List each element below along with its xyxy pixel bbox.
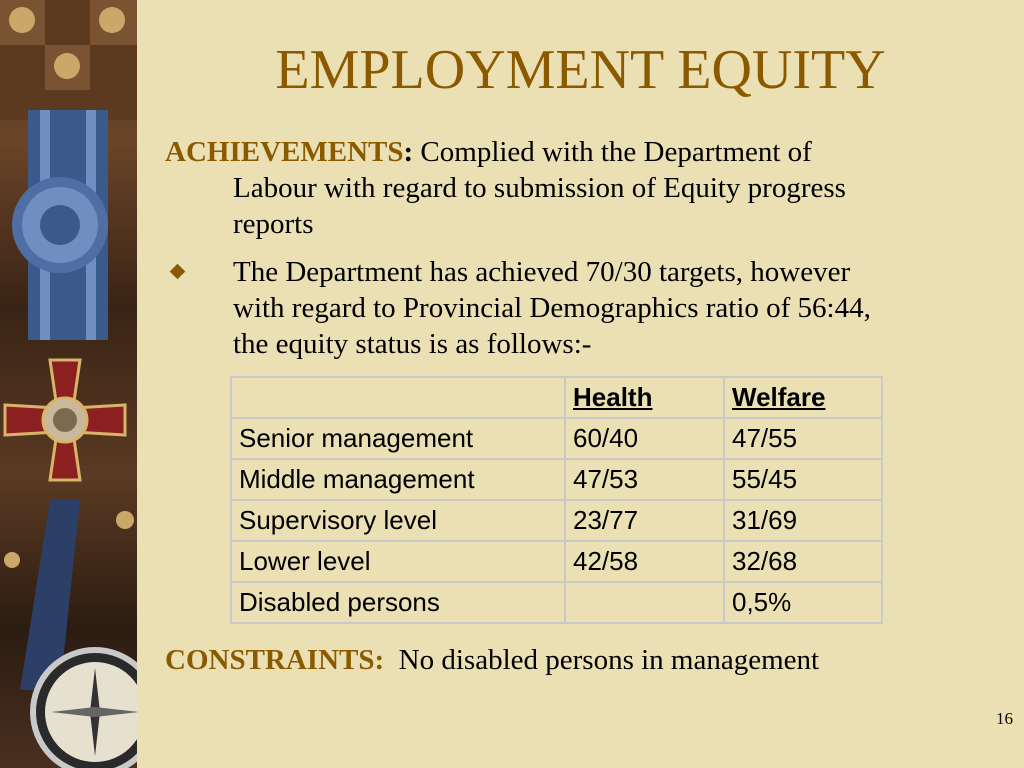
bullet-line3: the equity status is as follows:- [233,328,592,360]
table-header-health: Health [565,377,724,418]
table-row [231,500,882,541]
decorative-medals-image [0,0,137,768]
table-cell-health: 42/58 [565,541,724,582]
diamond-bullet-icon [170,264,186,280]
achievements-colon: : [403,136,414,168]
table-cell-category: Supervisory level [231,500,565,541]
bullet-line1: The Department has achieved 70/30 targets, however [233,256,851,288]
table-row [231,418,882,459]
page-number: 16 [996,709,1013,728]
achievements-text-line1: Complied with the Department of [413,136,812,168]
table-cell-category: Senior management [231,418,565,459]
table-cell-welfare: 32/68 [724,541,882,582]
table-cell-health [565,582,724,623]
achievements-paragraph [165,134,995,242]
table-cell-welfare: 47/55 [724,418,882,459]
table-header-welfare: Welfare [724,377,882,418]
bullet-paragraph [233,254,1003,362]
medals-illustration [0,0,137,768]
table-cell-welfare: 0,5% [724,582,882,623]
table-cell-category: Middle management [231,459,565,500]
achievements-text-line3: reports [233,208,314,240]
table-row [231,459,882,500]
table-header-row [231,377,882,418]
table-cell-welfare: 55/45 [724,459,882,500]
table-cell-health: 47/53 [565,459,724,500]
table-row [231,541,882,582]
table-cell-health: 60/40 [565,418,724,459]
table-header-empty [231,377,565,418]
slide-title: EMPLOYMENT EQUITY [275,39,886,101]
table-cell-health: 23/77 [565,500,724,541]
bullet-line2: with regard to Provincial Demographics ratio of 56:44, [233,292,871,324]
table-cell-category: Disabled persons [231,582,565,623]
achievements-text-line2: Labour with regard to submission of Equity progress [233,172,846,204]
equity-status-table [230,376,883,624]
constraints-text: No disabled persons in management [398,644,820,676]
table-cell-category: Lower level [231,541,565,582]
table-row [231,582,882,623]
achievements-label: ACHIEVEMENTS [165,136,404,168]
constraints-label: CONSTRAINTS: [165,644,385,676]
table-cell-welfare: 31/69 [724,500,882,541]
constraints-paragraph [165,642,819,678]
